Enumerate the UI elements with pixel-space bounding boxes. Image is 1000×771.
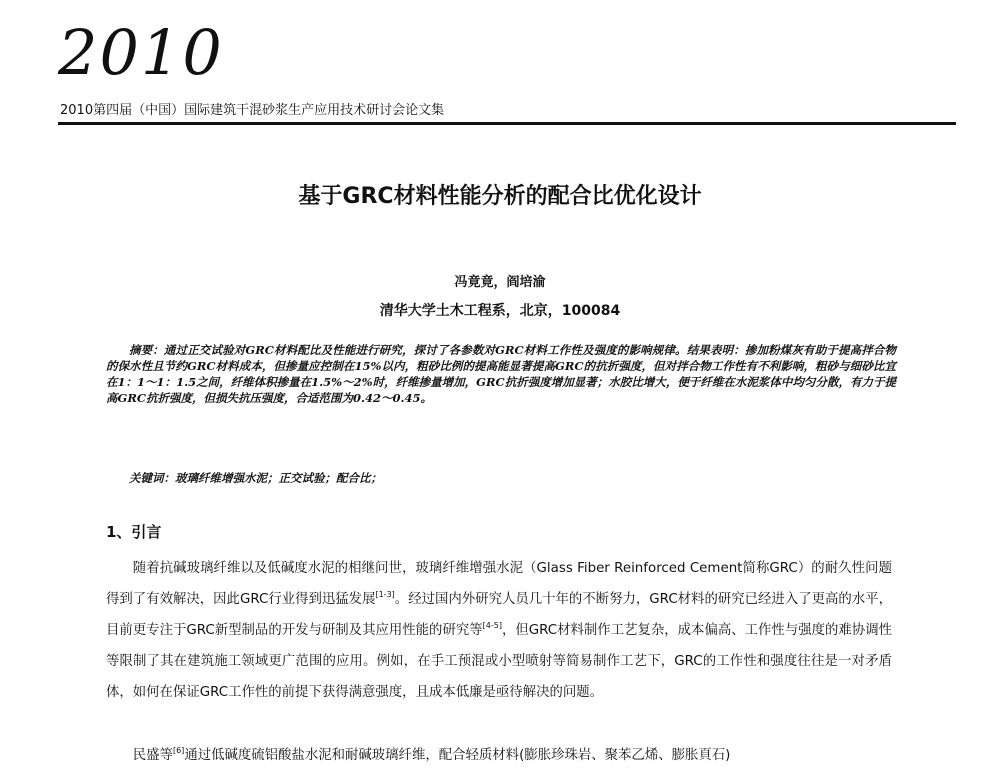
paragraph-text: 随着抗碱玻璃纤维以及低碱度水泥的相继问世，玻璃纤维增强水泥（Glass Fiber Reinforced Cement简称GRC）的耐久性问题得到了有效解决，因此GRC行业得到迅猛发展: [106, 561, 892, 607]
keywords-label: 关键词：: [129, 471, 175, 485]
section-heading-introduction: 1、引言: [106, 523, 162, 541]
paragraph-text: 民盛等: [132, 748, 173, 763]
abstract: [106, 342, 896, 406]
citation-ref: [6]: [172, 746, 185, 755]
abstract-text: 通过正交试验对GRC材料配比及性能进行研究，探讨了各参数对GRC材料工作性及强度的影响规律。结果表明：掺加粉煤灰有助于提高拌合物的保水性且节约GRC材料成本，但掺量应控制在15%以内，粗砂比例的提高能显著提高GRC的抗折强度，但对拌合物工作性有不利影响，粗砂与细砂比宜在1：1～1：1.5之间，纤维体积掺量在1.5%～2%时，纤维掺量增加，GRC抗折强度增加显著；水胶比增大，便于纤维在水泥浆体中均匀分散，有力于提高GRC抗折强度，但损失抗压强度，合适范围为0.42～0.45。: [106, 343, 897, 405]
paper-authors: 冯竟竟，阎培渝: [454, 275, 546, 290]
header-year: 2010: [58, 16, 224, 89]
paper-affiliation: 清华大学土木工程系，北京，100084: [379, 303, 621, 319]
conference-proceedings-title: 2010第四届（中国）国际建筑干混砂浆生产应用技术研讨会论文集: [60, 103, 445, 118]
paragraph-text: 。经过国内外研究人员几十年的不断努力，GRC材料的研究已经进入了更高的水平，目前更专注于GRC新型制品的开发与研制及其应用性能的研究等: [106, 592, 892, 638]
paragraph-text: ，但GRC材料制作工艺复杂，成本偏高、工作性与强度的难协调性等限制了其在建筑施工领域更广范围的应用。例如，在手工预混或小型喷射等简易制作工艺下，GRC的工作性和强度往往是一对矛盾体，如何在保证GRC工作性的前提下获得满意强度，且成本低廉是亟待解决的问题。: [106, 623, 892, 700]
introduction-paragraph-1: [106, 553, 892, 708]
abstract-label: 摘要：: [129, 343, 164, 357]
citation-ref: [1-3]: [375, 590, 395, 599]
keywords-text: 玻璃纤维增强水泥；正交试验；配合比；: [175, 471, 382, 485]
citation-ref: [4-5]: [482, 621, 502, 630]
introduction-paragraph-2: [106, 740, 892, 771]
paper-title: 基于GRC材料性能分析的配合比优化设计: [298, 184, 702, 209]
header-rule: [58, 122, 956, 125]
keywords: [106, 470, 896, 486]
paragraph-text: 通过低碱度硫铝酸盐水泥和耐碱玻璃纤维，配合轻质材料(膨胀珍珠岩、聚苯乙烯、膨胀頁石): [184, 748, 731, 763]
